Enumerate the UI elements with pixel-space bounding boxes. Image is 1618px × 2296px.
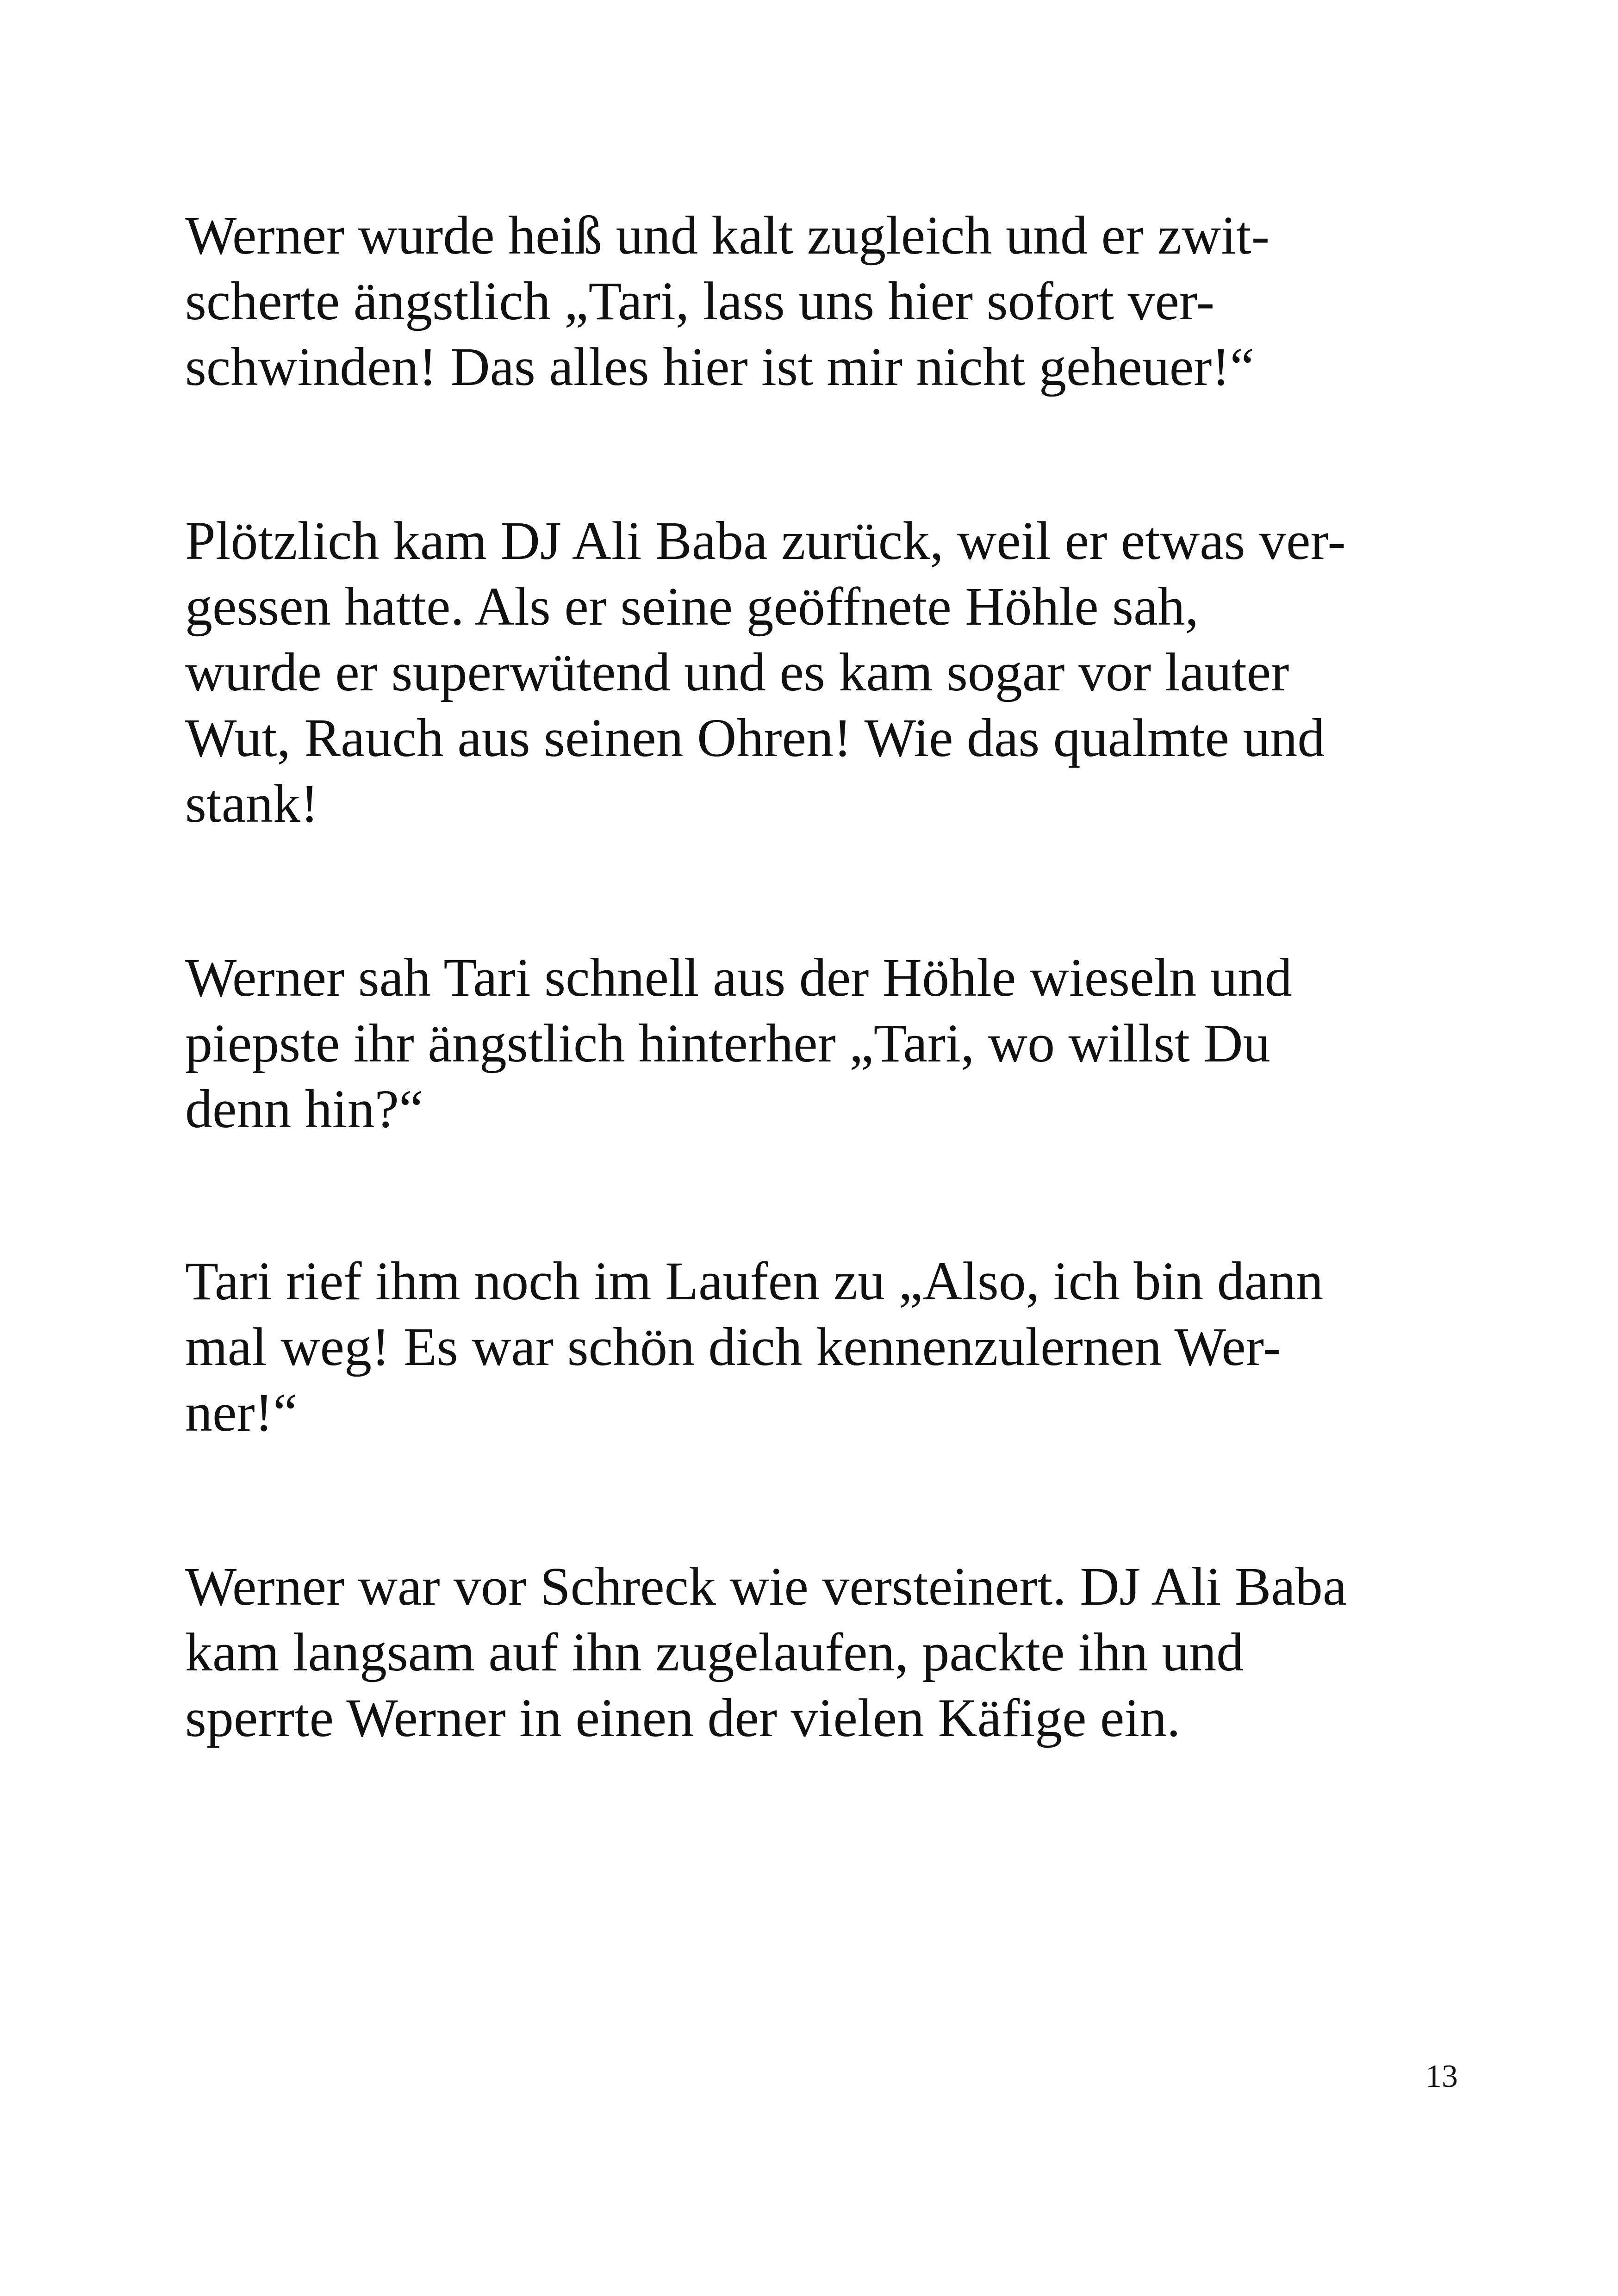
paragraph-line: mal weg! Es war schön dich kennenzulernen Wer-	[185, 1316, 1282, 1377]
paragraph-line: scherte ängstlich „Tari, lass uns hier sofort ver-	[185, 271, 1215, 331]
paragraph-line: Werner sah Tari schnell aus der Höhle wieseln und	[185, 947, 1292, 1008]
paragraph-line: Werner wurde heiß und kalt zugleich und er zwit-	[185, 205, 1270, 266]
paragraph-line: Tari rief ihm noch im Laufen zu „Also, ich bin dann	[185, 1251, 1324, 1311]
paragraph-line: kam langsam auf ihn zugelaufen, packte ihn und	[185, 1622, 1244, 1682]
paragraph-5	[185, 1554, 1462, 1751]
paragraph-line: ner!“	[185, 1382, 298, 1443]
page-number: 13	[1425, 2059, 1458, 2094]
paragraph-line: wurde er superwütend und es kam sogar vor lauter	[185, 642, 1289, 702]
paragraph-line: Werner war vor Schreck wie versteinert. DJ Ali Baba	[185, 1556, 1347, 1617]
paragraph-1	[185, 203, 1462, 400]
paragraph-3	[185, 945, 1462, 1142]
paragraph-line: Plötzlich kam DJ Ali Baba zurück, weil er etwas ver-	[185, 510, 1346, 571]
paragraph-2	[185, 508, 1462, 837]
paragraph-line: sperrte Werner in einen der vielen Käfige ein.	[185, 1688, 1181, 1748]
paragraph-line: piepste ihr ängstlich hinterher „Tari, wo willst Du	[185, 1013, 1270, 1074]
paragraph-line: stank!	[185, 773, 319, 834]
paragraph-line: Wut, Rauch aus seinen Ohren! Wie das qualmte und	[185, 707, 1325, 768]
paragraph-line: schwinden! Das alles hier ist mir nicht geheuer!“	[185, 336, 1255, 397]
paragraph-line: denn hin?“	[185, 1079, 423, 1139]
paragraph-4	[185, 1248, 1462, 1446]
paragraph-line: gessen hatte. Als er seine geöffnete Höhle sah,	[185, 576, 1199, 637]
